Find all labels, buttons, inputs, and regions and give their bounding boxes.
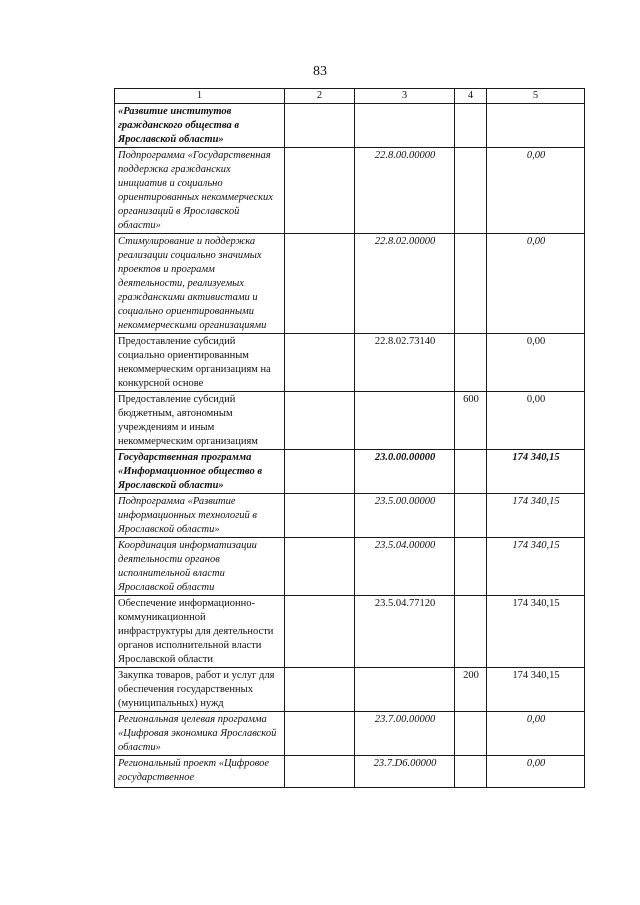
row-col2 bbox=[285, 392, 355, 450]
row-name: Координация информатизации деятельности органов исполнительной власти Ярославской области bbox=[115, 538, 285, 596]
row-code: 23.5.04.77120 bbox=[355, 596, 455, 668]
header-col-2: 2 bbox=[285, 89, 355, 104]
row-code bbox=[355, 104, 455, 148]
row-code bbox=[355, 392, 455, 450]
row-name: Предоставление субсидий бюджетным, автономным учреждениям и иным некоммерческим организациям bbox=[115, 392, 285, 450]
table-row bbox=[115, 538, 585, 596]
row-amount: 0,00 bbox=[487, 392, 585, 450]
row-col2 bbox=[285, 712, 355, 756]
row-amount: 174 340,15 bbox=[487, 668, 585, 712]
row-col2 bbox=[285, 668, 355, 712]
row-name: Подпрограмма «Государственная поддержка гражданских инициатив и социально ориентированных некоммерческих организаций в Ярославской области» bbox=[115, 148, 285, 234]
header-col-5: 5 bbox=[487, 89, 585, 104]
row-name: Государственная программа «Информационное общество в Ярославской области» bbox=[115, 450, 285, 494]
table-row bbox=[115, 756, 585, 788]
table-row bbox=[115, 668, 585, 712]
row-amount: 174 340,15 bbox=[487, 596, 585, 668]
row-code: 22.8.02.00000 bbox=[355, 234, 455, 334]
row-name: Стимулирование и поддержка реализации социально значимых проектов и программ деятельности, реализуемых гражданскими активистами и социально ориентированными некоммерческими организациями bbox=[115, 234, 285, 334]
row-expense-type bbox=[455, 104, 487, 148]
table-row bbox=[115, 234, 585, 334]
row-expense-type bbox=[455, 712, 487, 756]
row-expense-type bbox=[455, 450, 487, 494]
row-col2 bbox=[285, 234, 355, 334]
row-expense-type bbox=[455, 234, 487, 334]
table-row bbox=[115, 392, 585, 450]
row-name: Региональная целевая программа «Цифровая экономика Ярославской области» bbox=[115, 712, 285, 756]
table-row bbox=[115, 334, 585, 392]
header-col-1: 1 bbox=[115, 89, 285, 104]
row-amount: 0,00 bbox=[487, 334, 585, 392]
row-amount: 174 340,15 bbox=[487, 450, 585, 494]
row-col2 bbox=[285, 756, 355, 788]
row-col2 bbox=[285, 494, 355, 538]
row-expense-type bbox=[455, 538, 487, 596]
row-code: 23.7.00.00000 bbox=[355, 712, 455, 756]
row-amount: 174 340,15 bbox=[487, 494, 585, 538]
row-name: Подпрограмма «Развитие информационных технологий в Ярославской области» bbox=[115, 494, 285, 538]
row-code: 23.5.00.00000 bbox=[355, 494, 455, 538]
row-amount: 0,00 bbox=[487, 148, 585, 234]
table-row bbox=[115, 104, 585, 148]
row-name: «Развитие институтов гражданского общества в Ярославской области» bbox=[115, 104, 285, 148]
row-col2 bbox=[285, 334, 355, 392]
row-name: Предоставление субсидий социально ориентированным некоммерческим организациям на конкурсной основе bbox=[115, 334, 285, 392]
row-code: 23.5.04.00000 bbox=[355, 538, 455, 596]
row-expense-type: 600 bbox=[455, 392, 487, 450]
row-amount: 0,00 bbox=[487, 756, 585, 788]
row-name: Региональный проект «Цифровое государственное bbox=[115, 756, 285, 788]
table-row bbox=[115, 450, 585, 494]
row-expense-type bbox=[455, 494, 487, 538]
row-code: 23.7.D6.00000 bbox=[355, 756, 455, 788]
row-expense-type: 200 bbox=[455, 668, 487, 712]
row-code: 22.8.02.73140 bbox=[355, 334, 455, 392]
row-name: Обеспечение информационно-коммуникационной инфраструктуры для деятельности органов исполнительной власти Ярославской области bbox=[115, 596, 285, 668]
header-col-3: 3 bbox=[355, 89, 455, 104]
row-expense-type bbox=[455, 148, 487, 234]
page-number: 83 bbox=[313, 64, 327, 79]
row-col2 bbox=[285, 538, 355, 596]
row-amount bbox=[487, 104, 585, 148]
row-amount: 0,00 bbox=[487, 234, 585, 334]
row-col2 bbox=[285, 104, 355, 148]
row-name: Закупка товаров, работ и услуг для обеспечения государственных (муниципальных) нужд bbox=[115, 668, 285, 712]
table-row bbox=[115, 494, 585, 538]
row-code bbox=[355, 668, 455, 712]
row-expense-type bbox=[455, 334, 487, 392]
budget-table bbox=[114, 88, 585, 788]
table-row bbox=[115, 148, 585, 234]
header-col-4: 4 bbox=[455, 89, 487, 104]
row-amount: 174 340,15 bbox=[487, 538, 585, 596]
table-row bbox=[115, 596, 585, 668]
row-expense-type bbox=[455, 756, 487, 788]
row-col2 bbox=[285, 450, 355, 494]
table-header-row bbox=[115, 89, 585, 104]
row-code: 22.8.00.00000 bbox=[355, 148, 455, 234]
row-expense-type bbox=[455, 596, 487, 668]
table-row bbox=[115, 712, 585, 756]
row-col2 bbox=[285, 148, 355, 234]
row-code: 23.0.00.00000 bbox=[355, 450, 455, 494]
row-col2 bbox=[285, 596, 355, 668]
row-amount: 0,00 bbox=[487, 712, 585, 756]
